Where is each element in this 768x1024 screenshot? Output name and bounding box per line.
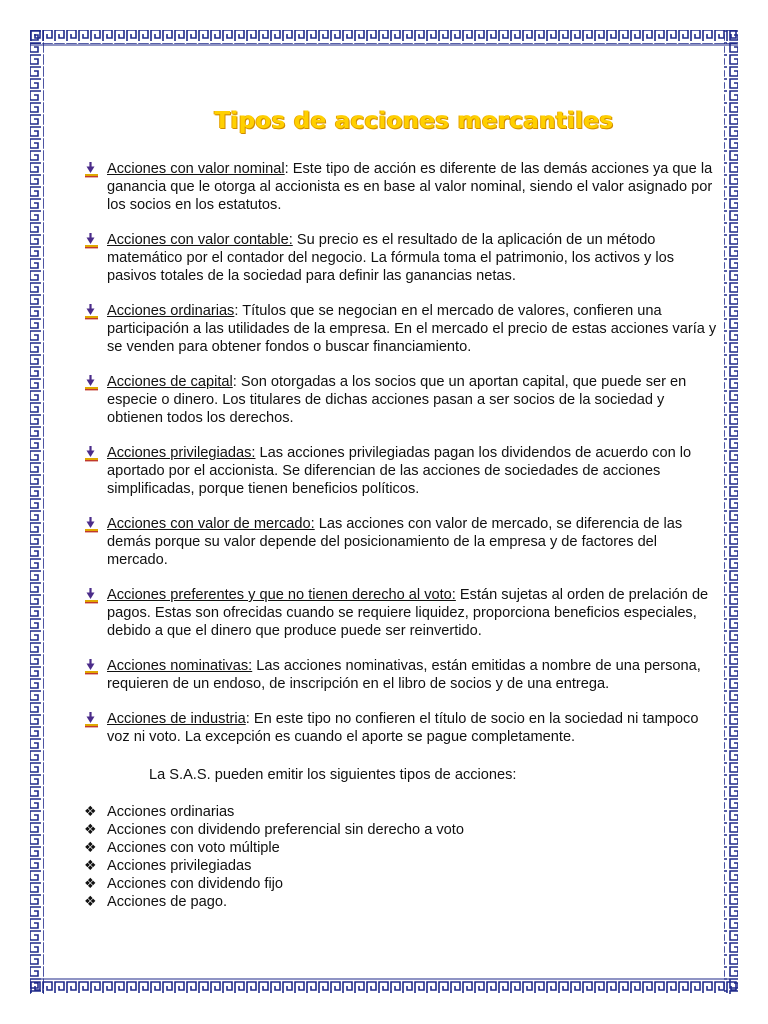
list-item-text: Acciones con dividendo fijo [107,876,284,892]
arrow-bullet-icon [83,588,99,604]
definition-text: En este tipo no confieren el título de socio en la sociedad ni tampoco voz ni voto. La excepción es cuando el aporte se pague completamente. [107,711,699,745]
definition-item [107,302,719,356]
definition-text: Su precio es el resultado de la aplicación de un método matemático por el contador del negocio. La fórmula toma el patrimonio, los activos y los pasivos totales de la sociedad para definir las ganancias netas. [107,232,675,284]
document-title: Tipos de acciones mercantiles [214,108,614,134]
list-item [84,821,464,839]
list-item-text: Acciones con dividendo preferencial sin derecho a voto [107,822,464,838]
arrow-bullet-icon [83,233,99,249]
definition-term: Acciones nominativas: [107,658,253,674]
list-item-text: Acciones privilegiadas [107,858,252,874]
sas-share-types-list [84,803,464,911]
definition-text: Títulos que se negocian en el mercado de valores, confieren una participación a las utilidades de la empresa. En el mercado el precio de estas acciones varía y se venden para obtener fondos o buscar financiamiento. [107,303,717,355]
definition-text: Este tipo de acción es diferente de las demás acciones ya que la ganancia que le otorga al accionista es en base al valor nominal, siendo el valor asignado por los socios en los estatutos. [107,161,713,213]
definition-item [107,515,719,569]
diamond-bullet-icon: ❖ [84,822,97,838]
definition-item [107,710,719,746]
list-item-text: Acciones de pago. [107,894,228,910]
diamond-bullet-icon: ❖ [84,858,97,874]
diamond-bullet-icon: ❖ [84,840,97,856]
definition-separator: : [234,303,239,319]
arrow-bullet-icon [83,162,99,178]
definition-text: Están sujetas al orden de prelación de pagos. Estas son ofrecidas cuando se requiere liquidez, proporciona beneficios especiales, debido a que el dinero que produce puede ser reinvertido. [107,587,709,639]
arrow-bullet-icon [83,446,99,462]
definition-separator: : [245,711,250,727]
list-item-text: Acciones con voto múltiple [107,840,280,856]
definition-item [107,657,719,693]
arrow-bullet-icon [83,712,99,728]
definition-separator: : [232,374,237,390]
definition-term: Acciones privilegiadas: [107,445,256,461]
definition-item [107,444,719,498]
list-item [84,875,464,893]
diamond-bullet-icon: ❖ [84,894,97,910]
arrow-bullet-icon [83,375,99,391]
list-item [84,857,464,875]
arrow-bullet-icon [83,659,99,675]
definition-item [107,373,719,427]
definition-item [107,160,719,214]
definition-text: Las acciones con valor de mercado, se diferencia de las demás porque su valor depende del posicionamiento de la empresa y de factores del mercado. [107,516,683,568]
definition-item [107,231,719,285]
definition-term: Acciones con valor de mercado: [107,516,315,532]
definition-text: Las acciones privilegiadas pagan los dividendos de acuerdo con lo aportado por el accionista. Se diferencian de las acciones de sociedades de acciones simplificadas, porque tienen beneficios políticos. [107,445,692,497]
definitions-list [107,160,719,763]
definition-term: Acciones de capital [107,374,233,390]
list-item-text: Acciones ordinarias [107,804,235,820]
arrow-bullet-icon [83,517,99,533]
definition-text: Las acciones nominativas, están emitidas a nombre de una persona, requieren de un endoso, de inscripción en el libro de socios y de una entrega. [107,658,701,692]
definition-term: Acciones con valor nominal [107,161,285,177]
list-item [84,803,464,821]
definition-separator: : [284,161,289,177]
diamond-bullet-icon: ❖ [84,804,97,820]
arrow-bullet-icon [83,304,99,320]
definition-term: Acciones con valor contable: [107,232,293,248]
definition-text: Son otorgadas a los socios que un aportan capital, que puede ser en especie o dinero. Los titulares de dichas acciones pasan a ser socios de la sociedad y obtienen todos los derechos. [107,374,687,426]
definition-term: Acciones preferentes y que no tienen derecho al voto: [107,587,456,603]
list-item [84,893,464,911]
diamond-bullet-icon: ❖ [84,876,97,892]
sas-intro-text: La S.A.S. pueden emitir los siguientes tipos de acciones: [149,767,517,783]
definition-term: Acciones ordinarias [107,303,235,319]
definition-item [107,586,719,640]
list-item [84,839,464,857]
definition-term: Acciones de industria [107,711,246,727]
